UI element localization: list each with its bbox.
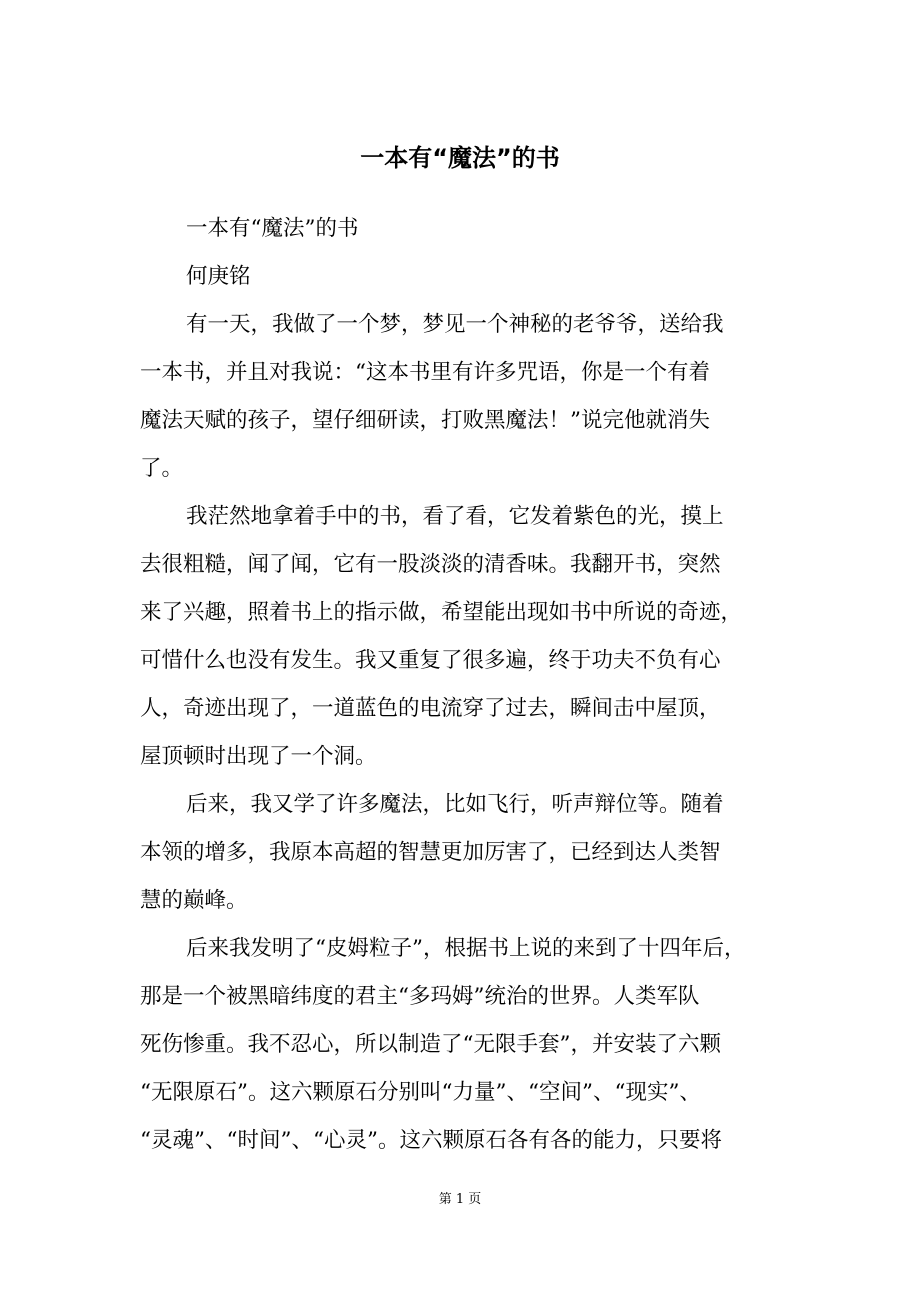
body-line: 本领的增多，我原本高超的智慧更加厉害了，已经到达人类智 xyxy=(140,840,721,865)
body-line: 了。 xyxy=(140,456,184,481)
body-line: 有一天，我做了一个梦，梦见一个神秘的老爷爷，送给我 xyxy=(186,312,724,337)
page-number: 第 1 页 xyxy=(438,1192,482,1207)
body-line: 魔法天赋的孩子，望仔细研读，打败黑魔法！”说完他就消失 xyxy=(140,408,710,433)
document-body xyxy=(140,205,780,1165)
body-line: 后来我发明了“皮姆粒子”，根据书上说的来到了十四年后， xyxy=(186,936,746,961)
body-line: 一本有“魔法”的书 xyxy=(186,216,359,241)
body-line: 一本书，并且对我说：“这本书里有许多咒语，你是一个有着 xyxy=(140,360,710,385)
body-line: “无限原石”。这六颗原石分别叫“力量”、“空间”、“现实”、 xyxy=(140,1080,701,1105)
body-line: 死伤惨重。我不忍心，所以制造了“无限手套”，并安装了六颗 xyxy=(140,1032,721,1057)
document-title: 一本有“魔法”的书 xyxy=(360,144,560,172)
body-line: 屋顶顿时出现了一个洞。 xyxy=(140,744,377,769)
body-line: 可惜什么也没有发生。我又重复了很多遍，终于功夫不负有心 xyxy=(140,648,721,673)
body-line: 何庚铭 xyxy=(186,264,251,289)
body-line: 去很粗糙，闻了闻，它有一股淡淡的清香味。我翻开书，突然 xyxy=(140,552,721,577)
body-line: 来了兴趣，照着书上的指示做，希望能出现如书中所说的奇迹， xyxy=(140,600,743,625)
body-line: 那是一个被黑暗纬度的君主“多玛姆”统治的世界。人类军队 xyxy=(140,984,700,1009)
body-line: 我茫然地拿着手中的书，看了看，它发着紫色的光，摸上 xyxy=(186,504,724,529)
body-line: “灵魂”、“时间”、“心灵”。这六颗原石各有各的能力，只要将 xyxy=(140,1128,722,1153)
body-line: 慧的巅峰。 xyxy=(140,888,248,913)
body-line: 后来，我又学了许多魔法，比如飞行，听声辩位等。随着 xyxy=(186,792,724,817)
body-line: 人，奇迹出现了，一道蓝色的电流穿了过去，瞬间击中屋顶， xyxy=(140,696,721,721)
